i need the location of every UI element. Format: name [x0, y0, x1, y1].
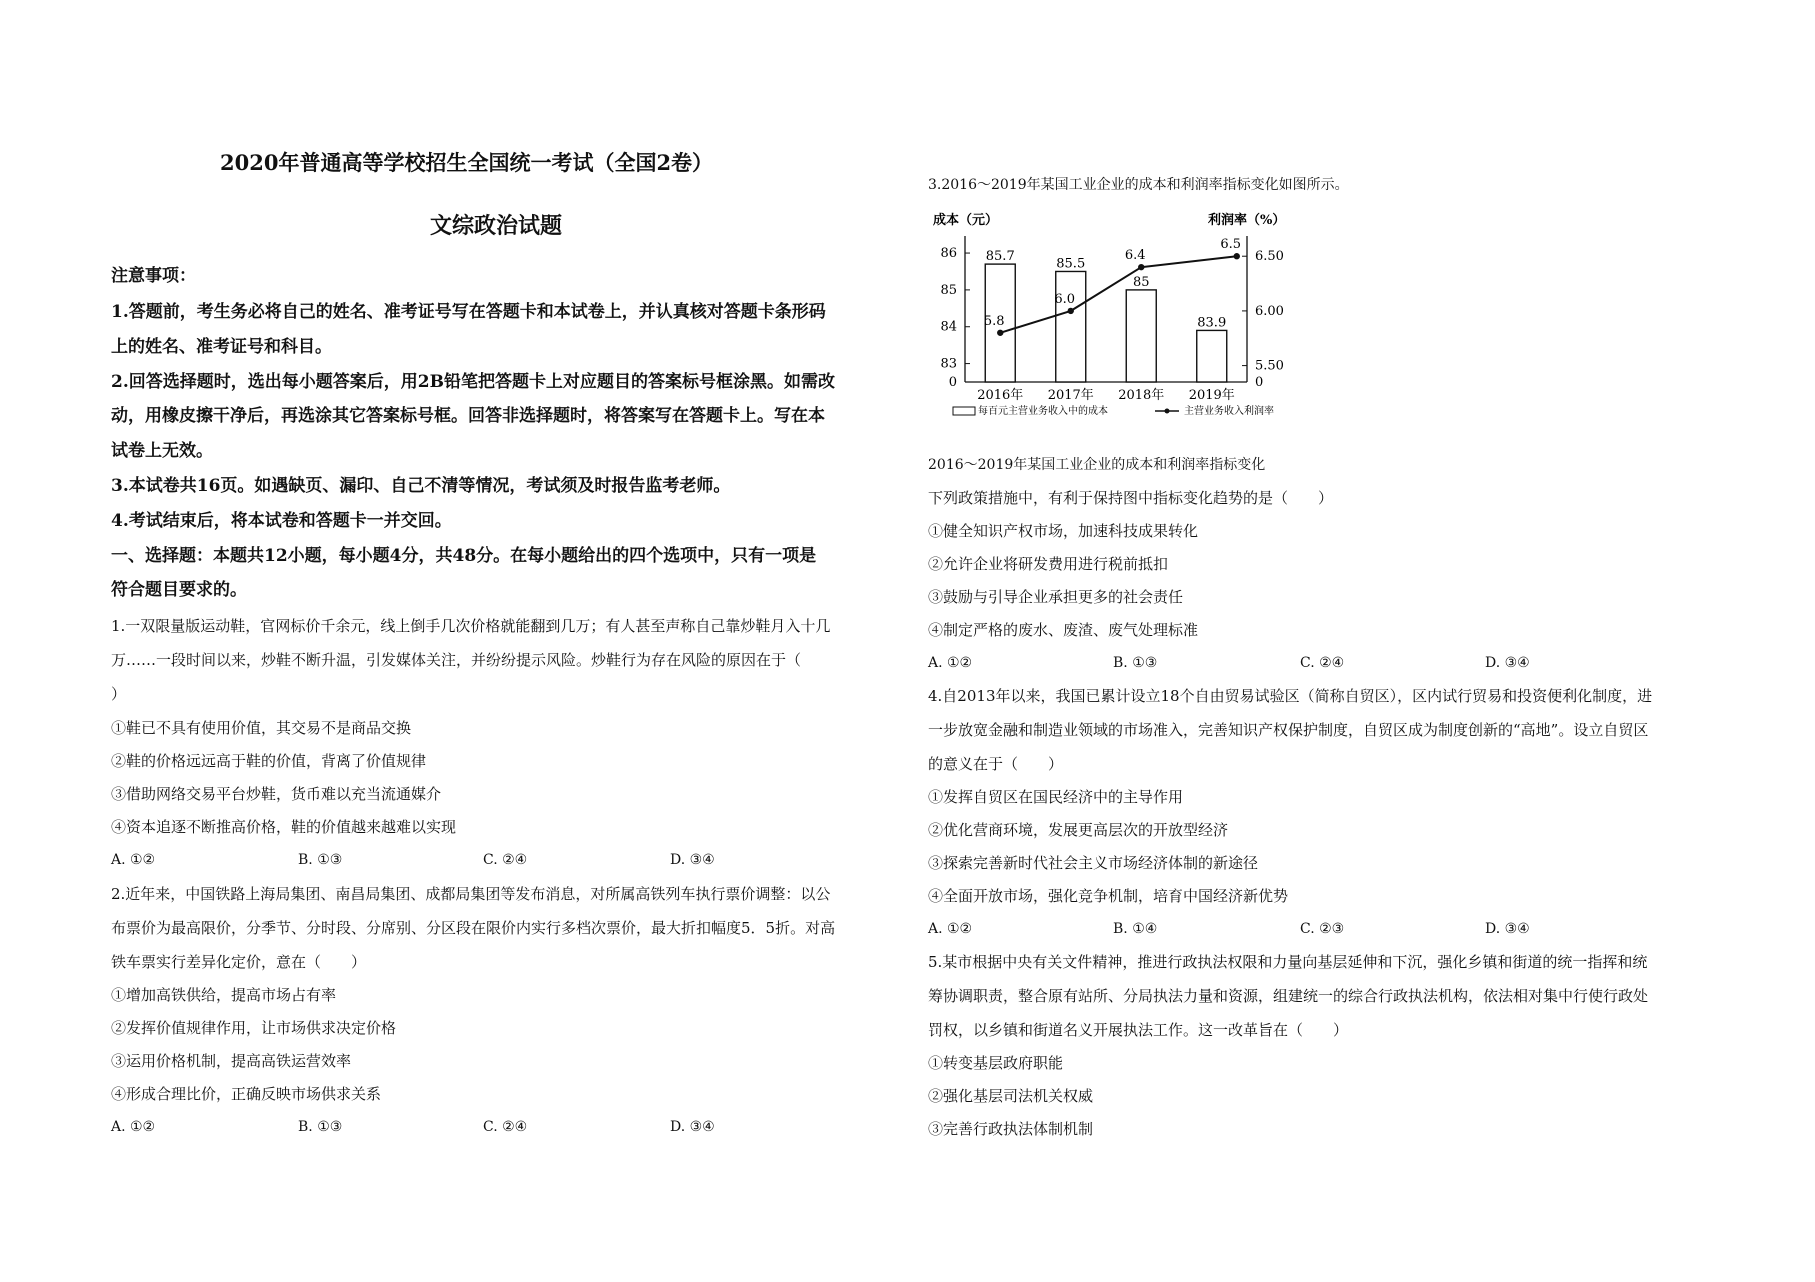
- question-3-option-d[interactable]: D. ③④: [1485, 655, 1530, 671]
- right-axis-label: 利润率（%）: [1208, 213, 1286, 228]
- question-2-item: ②发挥价值规律作用，让市场供求决定价格: [111, 1019, 397, 1037]
- cost-bar: [1126, 290, 1156, 382]
- question-1-item: ②鞋的价格远远高于鞋的价值，背离了价值规律: [111, 752, 427, 770]
- left-tick-label: 84: [940, 319, 957, 335]
- left-tick-label: 86: [940, 246, 957, 262]
- profit-rate-point: [1068, 308, 1074, 314]
- profit-rate-label: 6.4: [1124, 248, 1146, 264]
- question-4-option-b[interactable]: B. ①④: [1113, 921, 1158, 937]
- cost-bar-label: 83.9: [1197, 315, 1227, 331]
- question-3-option-a[interactable]: A. ①②: [928, 655, 973, 671]
- question-3-option-b[interactable]: B. ①③: [1113, 655, 1158, 671]
- profit-rate-label: 5.8: [983, 313, 1005, 329]
- cost-bar-label: 85.5: [1056, 256, 1086, 272]
- question-3-item: ④制定严格的废水、废渣、废气处理标准: [928, 621, 1199, 639]
- x-tick-label: 2019年: [1188, 388, 1235, 403]
- notice-line: 3.本试卷共16页。如遇缺页、漏印、自己不清等情况，考试须及时报告监考老师。: [111, 476, 731, 496]
- profit-rate-label: 6.0: [1054, 291, 1076, 307]
- x-tick-label: 2016年: [977, 388, 1024, 403]
- notice-line: 2.回答选择题时，选出每小题答案后，用2B铅笔把答题卡上对应题目的答案标号框涂黑。如需改: [111, 372, 835, 392]
- question-2-text: 2.近年来，中国铁路上海局集团、南昌局集团、成都局集团等发布消息，对所属高铁列车执行票价调整：以公: [111, 885, 831, 903]
- section-heading: 一、选择题：本题共12小题，每小题4分，共48分。在每小题给出的四个选项中，只有一项是: [111, 546, 817, 566]
- question-4-option-c[interactable]: C. ②③: [1300, 921, 1345, 937]
- question-1-text: 1.一双限量版运动鞋，官网标价千余元，线上倒手几次价格就能翻到几万；有人甚至声称自己靠炒鞋月入十几: [111, 617, 831, 635]
- exam-subtitle: 文综政治试题: [430, 213, 563, 239]
- question-4-item: ②优化营商环境，发展更高层次的开放型经济: [928, 821, 1229, 839]
- question-3-intro: 3.2016～2019年某国工业企业的成本和利润率指标变化如图所示。: [928, 177, 1349, 193]
- left-tick-label: 0: [948, 375, 957, 390]
- question-3-item: ②允许企业将研发费用进行税前抵扣: [928, 555, 1169, 573]
- question-5-item: ①转变基层政府职能: [928, 1054, 1064, 1072]
- question-2-item: ④形成合理比价，正确反映市场供求关系: [111, 1085, 382, 1103]
- question-2-item: ③运用价格机制，提高高铁运营效率: [111, 1052, 352, 1070]
- question-1-item: ③借助网络交易平台炒鞋，货币难以充当流通媒介: [111, 785, 442, 803]
- question-1-option-b[interactable]: B. ①③: [298, 852, 343, 868]
- question-2-text: 铁车票实行差异化定价，意在（ ）: [111, 953, 367, 971]
- right-tick-label: 5.50: [1255, 358, 1284, 374]
- question-1-text: ）: [111, 685, 127, 703]
- question-5-text: 筹协调职责，整合原有站所、分局执法力量和资源，组建统一的综合行政执法机构，依法相对集中行使行政处: [928, 987, 1649, 1005]
- exam-title: 2020年普通高等学校招生全国统一考试（全国2卷）: [220, 150, 714, 175]
- x-tick-label: 2017年: [1047, 388, 1094, 403]
- profit-rate-label: 6.5: [1220, 237, 1242, 253]
- legend-line-marker: [1165, 409, 1170, 414]
- right-tick-label: 6.50: [1255, 249, 1284, 265]
- left-tick-label: 83: [940, 356, 957, 372]
- question-3-item: ③鼓励与引导企业承担更多的社会责任: [928, 588, 1184, 606]
- right-tick-label: 6.00: [1255, 303, 1284, 319]
- question-4-item: ①发挥自贸区在国民经济中的主导作用: [928, 788, 1184, 806]
- cost-bar: [1197, 330, 1227, 382]
- question-5-item: ②强化基层司法机关权威: [928, 1087, 1094, 1105]
- question-5-item: ③完善行政执法体制机制: [928, 1120, 1094, 1138]
- section-heading: 符合题目要求的。: [111, 580, 247, 600]
- question-1-item: ①鞋已不具有使用价值，其交易不是商品交换: [111, 719, 412, 737]
- question-3-option-c[interactable]: C. ②④: [1300, 655, 1345, 671]
- question-4-text: 一步放宽金融和制造业领域的市场准入，完善知识产权保护制度，自贸区成为制度创新的“高地”。设立自贸区: [928, 721, 1649, 739]
- question-2-item: ①增加高铁供给，提高市场占有率: [111, 986, 337, 1004]
- legend-line-label: 主营业务收入利润率: [1184, 406, 1274, 417]
- profit-rate-point: [997, 330, 1003, 336]
- question-2-option-d[interactable]: D. ③④: [670, 1119, 715, 1135]
- question-2-text: 布票价为最高限价，分季节、分时段、分席别、分区段在限价内实行多档次票价，最大折扣幅度5．5折。对高: [111, 919, 836, 937]
- question-1-option-d[interactable]: D. ③④: [670, 852, 715, 868]
- question-4-text: 4.自2013年以来，我国已累计设立18个自由贸易试验区（简称自贸区），区内试行贸易和投资便利化制度，进: [928, 687, 1653, 705]
- notice-line: 动，用橡皮擦干净后，再选涂其它答案标号框。回答非选择题时，将答案写在答题卡上。写在本: [111, 406, 825, 426]
- cost-profit-chart: [925, 202, 1315, 427]
- question-5-text: 罚权，以乡镇和街道名义开展执法工作。这一改革旨在（ ）: [928, 1021, 1349, 1039]
- cost-bar: [1056, 271, 1086, 382]
- question-2-option-c[interactable]: C. ②④: [483, 1119, 528, 1135]
- question-1-option-a[interactable]: A. ①②: [111, 852, 156, 868]
- chart-caption: 2016～2019年某国工业企业的成本和利润率指标变化: [928, 457, 1266, 473]
- question-1-text: 万……一段时间以来，炒鞋不断升温，引发媒体关注，并纷纷提示风险。炒鞋行为存在风险的原因在于（: [111, 651, 802, 669]
- cost-bar-label: 85.7: [985, 249, 1015, 265]
- legend-bar-swatch: [953, 407, 975, 415]
- notice-line: 试卷上无效。: [111, 441, 213, 461]
- chart-legend: [953, 404, 1274, 417]
- right-tick-label: 0: [1255, 375, 1264, 390]
- question-1-item: ④资本追逐不断推高价格，鞋的价值越来越难以实现: [111, 818, 457, 836]
- question-2-option-b[interactable]: B. ①③: [298, 1119, 343, 1135]
- notice-line: 1.答题前，考生务必将自己的姓名、准考证号写在答题卡和本试卷上，并认真核对答题卡条形码: [111, 302, 826, 322]
- question-2-option-a[interactable]: A. ①②: [111, 1119, 156, 1135]
- notice-line: 4.考试结束后，将本试卷和答题卡一并交回。: [111, 511, 452, 531]
- left-axis-label: 成本（元）: [933, 213, 999, 228]
- question-4-text: 的意义在于（ ）: [928, 755, 1064, 773]
- x-tick-label: 2018年: [1118, 388, 1165, 403]
- question-3-stem: 下列政策措施中，有利于保持图中指标变化趋势的是（ ）: [928, 489, 1334, 507]
- notice-heading: 注意事项：: [111, 266, 196, 286]
- question-1-option-c[interactable]: C. ②④: [483, 852, 528, 868]
- question-4-item: ④全面开放市场，强化竞争机制，培育中国经济新优势: [928, 887, 1289, 905]
- question-4-option-a[interactable]: A. ①②: [928, 921, 973, 937]
- notice-line: 上的姓名、准考证号和科目。: [111, 337, 332, 357]
- question-4-option-d[interactable]: D. ③④: [1485, 921, 1530, 937]
- profit-rate-point: [1138, 264, 1144, 270]
- bar-series: [985, 249, 1227, 382]
- profit-rate-point: [1234, 253, 1240, 259]
- cost-bar-label: 85: [1132, 274, 1150, 290]
- question-4-item: ③探索完善新时代社会主义市场经济体制的新途径: [928, 854, 1259, 872]
- left-tick-label: 85: [940, 282, 957, 298]
- question-3-item: ①健全知识产权市场，加速科技成果转化: [928, 522, 1199, 540]
- legend-bar-label: 每百元主营业务收入中的成本: [978, 406, 1108, 417]
- question-5-text: 5.某市根据中央有关文件精神，推进行政执法权限和力量向基层延伸和下沉，强化乡镇和街道的统一指挥和统: [928, 953, 1648, 971]
